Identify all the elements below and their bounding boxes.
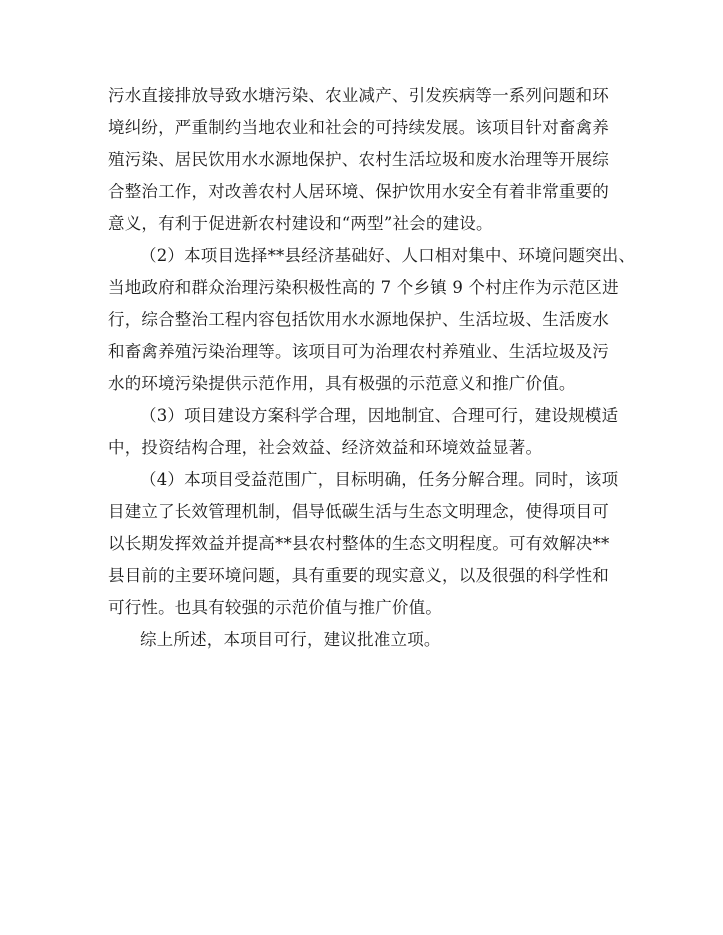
text-line: 中，投资结构合理，社会效益、经济效益和环境效益显著。 <box>108 438 543 457</box>
text-line: 意义，有利于促进新农村建设和“两型”社会的建设。 <box>108 214 493 233</box>
text-line: 当地政府和群众治理污染积极性高的 7 个乡镇 9 个村庄作为示范区进 <box>108 278 619 297</box>
text-line: 境纠纷，严重制约当地农业和社会的可持续发展。该项目针对畜禽养 <box>108 118 609 137</box>
text-line: 目建立了长效管理机制，倡导低碳生活与生态文明理念，使得项目可 <box>108 502 609 521</box>
text-line: 合整治工作，对改善农村人居环境、保护饮用水安全有着非常重要的 <box>108 182 609 201</box>
text-line: 殖污染、居民饮用水水源地保护、农村生活垃圾和废水治理等开展综 <box>108 150 609 169</box>
text-line: （3）项目建设方案科学合理，因地制宜、合理可行，建设规模适 <box>140 406 619 425</box>
text-line: （2）本项目选择**县经济基础好、人口相对集中、环境问题突出、 <box>140 246 636 265</box>
text-line: 综上所述，本项目可行，建议批准立项。 <box>140 630 441 649</box>
text-line: 行，综合整治工程内容包括饮用水水源地保护、生活垃圾、生活废水 <box>108 310 609 329</box>
text-line: 县目前的主要环境问题，具有重要的现实意义，以及很强的科学性和 <box>108 566 609 585</box>
text-line: （4）本项目受益范围广，目标明确，任务分解合理。同时，该项 <box>140 470 619 489</box>
text-line: 污水直接排放导致水塘污染、农业减产、引发疾病等一系列问题和环 <box>108 86 609 105</box>
text-line: 可行性。也具有较强的示范价值与推广价值。 <box>108 598 442 617</box>
text-line: 和畜禽养殖污染治理等。该项目可为治理农村养殖业、生活垃圾及污 <box>108 342 609 361</box>
text-line: 水的环境污染提供示范作用，具有极强的示范意义和推广价值。 <box>108 374 576 393</box>
text-line: 以长期发挥效益并提高**县农村整体的生态文明程度。可有效解决** <box>108 534 610 553</box>
